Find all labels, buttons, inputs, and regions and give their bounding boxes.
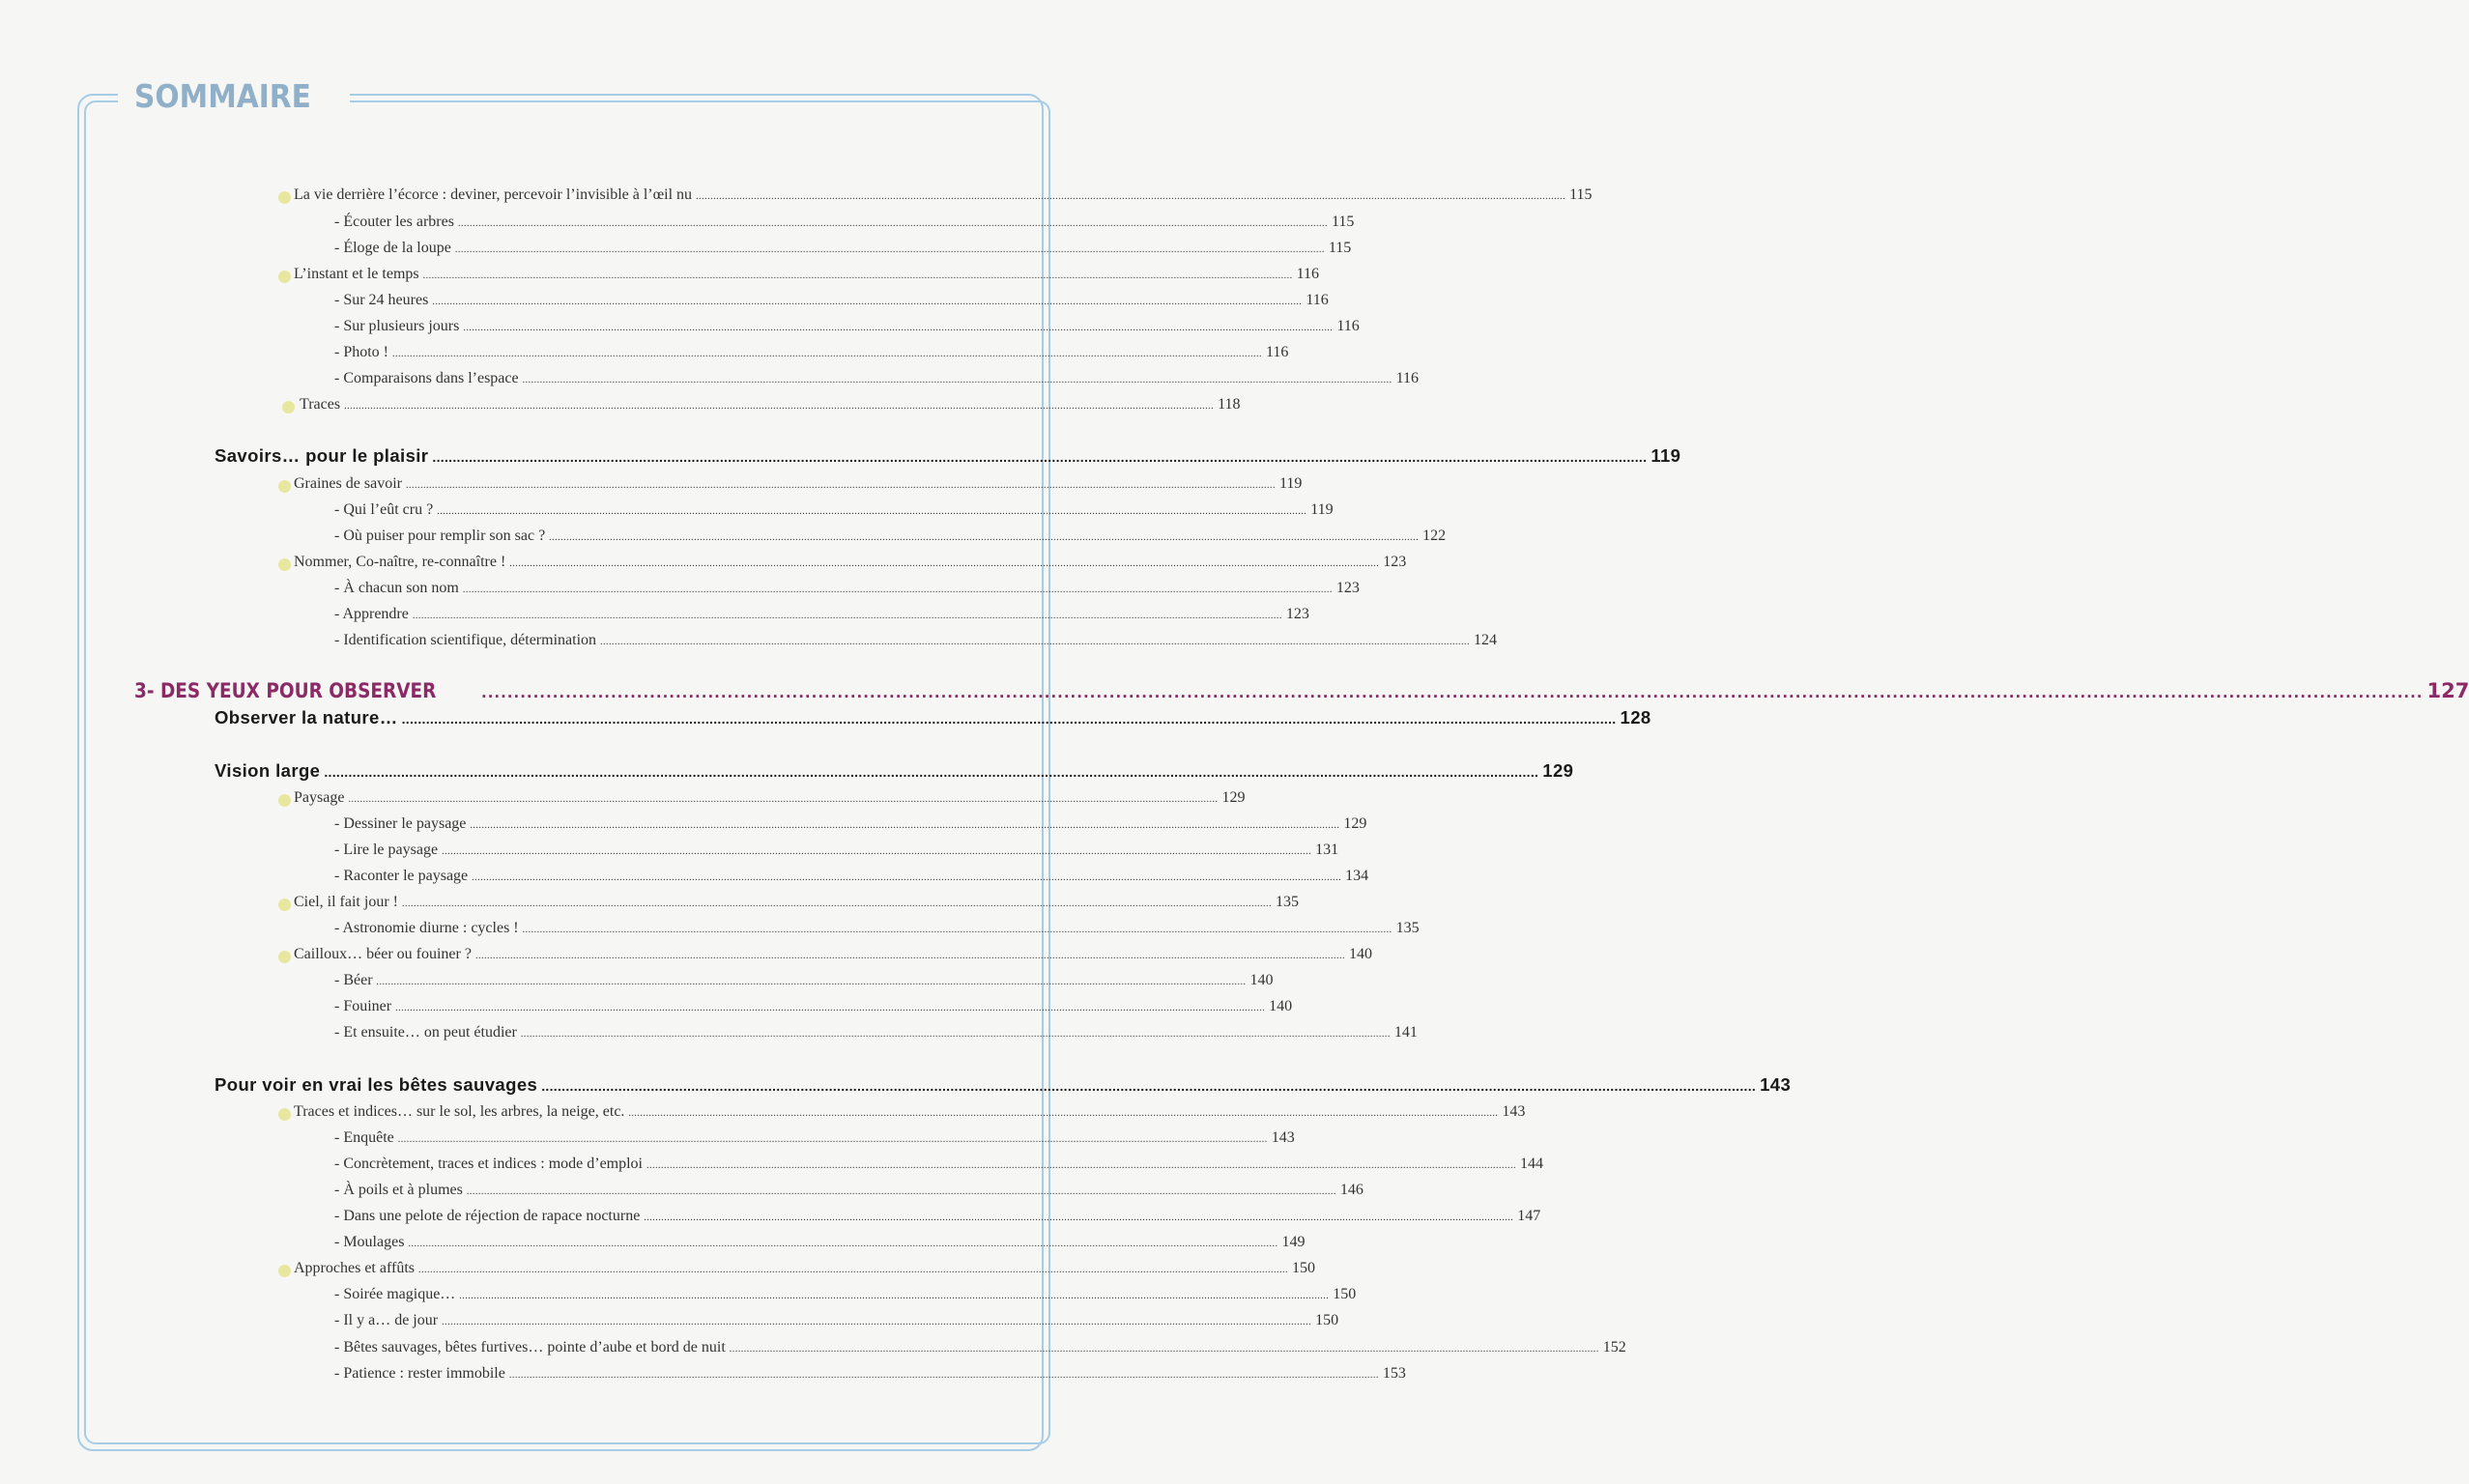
toc-page-number: 131 [1315, 842, 1339, 858]
toc-entry-sub [334, 998, 1293, 1015]
toc-entry-label: Nommer, Co-naître, re-connaître ! [294, 554, 506, 570]
toc-page-number: 118 [1218, 396, 1241, 413]
toc-page-number: 124 [1474, 632, 1498, 648]
toc-page-number: 116 [1266, 344, 1289, 360]
toc-leader-dots: ............................................................................................................................................................................................................................................................................................................ [344, 401, 1215, 412]
toc-leader-dots: ............................................................................................................................................................................................................................................................................................................ [442, 1317, 1312, 1327]
toc-entry-sub [334, 214, 1355, 231]
toc-entry-label: Observer la nature… [215, 707, 398, 728]
toc-page-number: 119 [1278, 475, 1303, 492]
toc-entry-label: - Raconter le paysage [334, 868, 469, 884]
bullet-dot-icon [278, 1265, 291, 1277]
toc-page-number: 141 [1393, 1024, 1418, 1041]
toc-page-number: 152 [1602, 1339, 1626, 1356]
toc-entry-section [215, 760, 1574, 782]
bullet-dot-icon [278, 951, 291, 963]
toc-entry-label: L’instant et le temps [294, 266, 419, 282]
toc-entry-sub [334, 606, 1309, 623]
toc-leader-dots: ............................................................................................................................................................................................................................................................................................................ [541, 1078, 1757, 1094]
toc-entry-sub [334, 842, 1339, 859]
toc-page-number: 116 [1395, 370, 1420, 386]
toc-entry-bullet [294, 266, 1320, 283]
toc-entry-label: - Soirée magique… [334, 1286, 456, 1302]
toc-entry-label: - Sur 24 heures [334, 292, 429, 308]
toc-leader-dots: ............................................................................................................................................................................................................................................................................................................ [470, 820, 1340, 831]
toc-page-number: 140 [1348, 946, 1372, 962]
toc-leader-dots: ............................................................................................................................................................................................................................................................................................................ [646, 1160, 1516, 1171]
toc-entry-label: - Apprendre [334, 606, 409, 622]
toc-entry-sub [334, 240, 1352, 257]
bullet-dot-icon [282, 401, 295, 414]
toc-entry-sub [334, 1286, 1357, 1303]
toc-leader-dots: ............................................................................................................................................................................................................................................................................................................ [412, 611, 1282, 621]
toc-page-number: 127 [2426, 679, 2469, 702]
toc-leader-dots: ............................................................................................................................................................................................................................................................................................................ [392, 349, 1262, 359]
toc-entry-sub [334, 1129, 1295, 1147]
toc-leader-dots: ............................................................................................................................................................................................................................................................................................................ [600, 637, 1471, 647]
toc-entry-sub [334, 920, 1420, 937]
toc-entry-sub [334, 1339, 1626, 1356]
toc-leader-dots: ............................................................................................................................................................................................................................................................................................................ [405, 480, 1276, 491]
toc-leader-dots: ............................................................................................................................................................................................................................................................................................................ [522, 925, 1392, 935]
toc-leader-dots: ............................................................................................................................................................................................................................................................................................................ [432, 297, 1303, 307]
toc-entry-bullet [294, 475, 1303, 493]
toc-leader-dots: ............................................................................................................................................................................................................................................................................................................ [472, 872, 1342, 883]
toc-page-number: 150 [1333, 1286, 1357, 1302]
toc-entry-sub [334, 632, 1498, 649]
bullet-dot-icon [278, 794, 291, 807]
toc-entry-bullet [294, 894, 1299, 911]
toc-page-number: 115 [1328, 240, 1352, 256]
toc-entry-label: - Dessiner le paysage [334, 815, 467, 832]
toc-leader-dots: ............................................................................................................................................................................................................................................................................................................ [481, 684, 2424, 701]
toc-leader-dots: ............................................................................................................................................................................................................................................................................................................ [437, 506, 1307, 517]
toc-leader-dots: ............................................................................................................................................................................................................................................................................................................ [418, 1265, 1288, 1275]
toc-leader-dots: ............................................................................................................................................................................................................................................................................................................ [463, 323, 1334, 333]
toc-leader-dots: ............................................................................................................................................................................................................................................................................................................ [401, 711, 1617, 727]
toc-page-number: 129 [1542, 760, 1574, 781]
toc-leader-dots: ............................................................................................................................................................................................................................................................................................................ [422, 271, 1293, 281]
toc-page-number: 140 [1269, 998, 1293, 1014]
toc-entry-label: - Moulages [334, 1234, 405, 1250]
toc-entry-label: - Enquête [334, 1129, 394, 1146]
toc-page-number: 115 [1331, 214, 1355, 230]
toc-entry-sub [334, 1312, 1339, 1329]
toc-entry-label: Savoirs… pour le plaisir [215, 445, 429, 466]
toc-entry-label: Cailloux… béer ou fouiner ? [294, 946, 472, 962]
toc-page-number: 143 [1760, 1074, 1792, 1095]
toc-page-number: 140 [1249, 972, 1274, 988]
toc-entry-label: - Éloge de la loupe [334, 240, 451, 256]
toc-entry-sub [334, 1024, 1418, 1042]
toc-entry-label: - Il y a… de jour [334, 1312, 439, 1328]
toc-entry-sub [334, 868, 1369, 885]
bullet-dot-icon [278, 1108, 291, 1121]
toc-page-number: 119 [1651, 445, 1681, 466]
toc-entry-sub [334, 972, 1274, 989]
toc-page-number: 129 [1343, 815, 1367, 832]
toc-leader-dots: ............................................................................................................................................................................................................................................................................................................ [474, 951, 1345, 961]
toc-entry-section [215, 445, 1681, 467]
toc-leader-dots: ............................................................................................................................................................................................................................................................................................................ [466, 1186, 1336, 1197]
toc-entry-section [215, 1074, 1792, 1096]
toc-page-number: 135 [1395, 920, 1420, 936]
toc-page-number: 143 [1271, 1129, 1295, 1146]
toc-entry-sub [334, 1156, 1543, 1173]
toc-entry-label: - Qui l’eût cru ? [334, 501, 434, 518]
toc-entry-label: - Bêtes sauvages, bêtes furtives… pointe d’aube et bord de nuit [334, 1339, 726, 1356]
toc-entry-label: - Béer [334, 972, 373, 988]
toc-entry-section [215, 707, 1651, 728]
toc-leader-dots: ............................................................................................................................................................................................................................................................................................................ [376, 977, 1247, 987]
toc-entry-bullet [300, 396, 1241, 414]
toc-entry-label: Graines de savoir [294, 475, 402, 492]
toc-entry-label: - Où puiser pour remplir son sac ? [334, 528, 546, 544]
toc-leader-dots: ............................................................................................................................................................................................................................................................................................................ [522, 375, 1392, 385]
toc-entry-sub [334, 370, 1420, 387]
toc-entry-sub [334, 1182, 1364, 1199]
toc-entry-label: Pour voir en vrai les bêtes sauvages [215, 1074, 538, 1095]
toc-leader-dots: ............................................................................................................................................................................................................................................................................................................ [462, 585, 1333, 595]
toc-entry-label: - Fouiner [334, 998, 392, 1014]
toc-entry-label: Traces et indices… sur le sol, les arbres, la neige, etc. [294, 1103, 625, 1120]
bullet-dot-icon [278, 899, 291, 911]
toc-entry-label: - Patience : rester immobile [334, 1365, 505, 1382]
toc-leader-dots: ............................................................................................................................................................................................................................................................................................................ [508, 1370, 1379, 1381]
toc-entry-label: - Lire le paysage [334, 842, 439, 858]
toc-entry-label: Ciel, il fait jour ! [294, 894, 398, 910]
toc-entry-label: - À poils et à plumes [334, 1182, 463, 1198]
toc-entry-label: La vie derrière l’écorce : deviner, percevoir l’invisible à l’œil nu [294, 186, 693, 203]
toc-page-number: 123 [1383, 554, 1407, 570]
toc-leader-dots: ............................................................................................................................................................................................................................................................................................................ [696, 191, 1566, 202]
toc-entry-bullet [294, 1260, 1315, 1277]
toc-entry-bullet [294, 186, 1593, 204]
toc-page-number: 116 [1296, 266, 1320, 282]
toc-page-number: 143 [1502, 1103, 1526, 1120]
toc-page-number: 123 [1285, 606, 1309, 622]
toc-entry-bullet [294, 789, 1246, 807]
bullet-dot-icon [278, 480, 291, 493]
toc-entry-label: - Dans une pelote de réjection de rapace nocturne [334, 1208, 641, 1224]
toc-entry-label: 3- DES YEUX POUR OBSERVER [134, 679, 437, 702]
toc-entry-label: - À chacun son nom [334, 580, 459, 596]
toc-leader-dots: ............................................................................................................................................................................................................................................................................................................ [397, 1134, 1268, 1145]
toc-leader-dots: ............................................................................................................................................................................................................................................................................................................ [432, 449, 1648, 465]
toc-page-number: 129 [1221, 789, 1246, 806]
toc-page-number: 153 [1382, 1365, 1406, 1382]
toc-leader-dots: ............................................................................................................................................................................................................................................................................................................ [408, 1239, 1278, 1249]
toc-entry-sub [334, 528, 1447, 545]
toc-entry-bullet [294, 554, 1407, 571]
toc-entry-label: - Et ensuite… on peut étudier [334, 1024, 517, 1041]
toc-leader-dots: ............................................................................................................................................................................................................................................................................................................ [549, 532, 1420, 543]
toc-leader-dots: ............................................................................................................................................................................................................................................................................................................ [509, 558, 1380, 569]
page-title: SOMMAIRE [134, 77, 311, 115]
toc-entry-label: Approches et affûts [294, 1260, 415, 1276]
toc-entry-label: - Concrètement, traces et indices : mode d’emploi [334, 1156, 643, 1172]
toc-page-number: 116 [1306, 292, 1329, 308]
toc-entry-sub [334, 580, 1360, 597]
toc-entry-label: Vision large [215, 760, 321, 781]
toc-entry-sub [334, 815, 1367, 833]
bullet-dot-icon [278, 191, 291, 204]
toc-leader-dots: ............................................................................................................................................................................................................................................................................................................ [459, 1291, 1330, 1301]
toc-page-number: 119 [1310, 501, 1334, 518]
toc-page-number: 149 [1281, 1234, 1306, 1250]
toc-page-number: 147 [1517, 1208, 1541, 1224]
toc-entry-sub [334, 1365, 1406, 1383]
toc-page-number: 123 [1335, 580, 1360, 596]
toc-entry-label: - Comparaisons dans l’espace [334, 370, 519, 386]
toc-entry-sub [334, 1208, 1541, 1225]
toc-page-number: 116 [1336, 318, 1360, 334]
toc-entry-sub [334, 318, 1360, 335]
toc-entry-label: Traces [300, 396, 341, 413]
toc-leader-dots: ............................................................................................................................................................................................................................................................................................................ [442, 846, 1312, 857]
toc-entry-label: - Sur plusieurs jours [334, 318, 460, 334]
toc-entry-sub [334, 344, 1289, 361]
toc-entry-chapter [134, 679, 2469, 702]
toc-entry-label: Paysage [294, 789, 345, 806]
toc-entry-label: - Identification scientifique, détermination [334, 632, 597, 648]
toc-entry-label: - Photo ! [334, 344, 388, 360]
bullet-dot-icon [278, 558, 291, 571]
toc-entry-bullet [294, 1103, 1526, 1121]
toc-leader-dots: ............................................................................................................................................................................................................................................................................................................ [644, 1213, 1514, 1223]
toc-page-number: 134 [1345, 868, 1369, 884]
toc-leader-dots: ............................................................................................................................................................................................................................................................................................................ [729, 1344, 1599, 1355]
toc-entry-label: - Écouter les arbres [334, 214, 454, 230]
toc-leader-dots: ............................................................................................................................................................................................................................................................................................................ [628, 1108, 1499, 1119]
toc-leader-dots: ............................................................................................................................................................................................................................................................................................................ [348, 794, 1219, 805]
toc-leader-dots: ............................................................................................................................................................................................................................................................................................................ [395, 1003, 1266, 1013]
toc-leader-dots: ............................................................................................................................................................................................................................................................................................................ [324, 764, 1539, 780]
toc-entry-sub [334, 501, 1334, 519]
bullet-dot-icon [278, 271, 291, 283]
toc-leader-dots: ............................................................................................................................................................................................................................................................................................................ [520, 1029, 1391, 1040]
toc-leader-dots: ............................................................................................................................................................................................................................................................................................................ [457, 218, 1328, 229]
toc-entry-sub [334, 1234, 1306, 1251]
toc-entry-label: - Astronomie diurne : cycles ! [334, 920, 519, 936]
toc-page-number: 115 [1569, 186, 1593, 203]
toc-page-number: 144 [1520, 1156, 1543, 1172]
toc-page-number: 135 [1275, 894, 1299, 910]
toc-page-number: 150 [1315, 1312, 1339, 1328]
toc-page-number: 122 [1422, 528, 1447, 544]
toc-page-number: 128 [1620, 707, 1651, 728]
toc-entry-sub [334, 292, 1329, 309]
toc-leader-dots: ............................................................................................................................................................................................................................................................................................................ [401, 899, 1272, 909]
toc-leader-dots: ............................................................................................................................................................................................................................................................................................................ [454, 244, 1325, 255]
toc-page-number: 150 [1292, 1260, 1315, 1276]
toc-page-number: 146 [1339, 1182, 1364, 1198]
toc-entry-bullet [294, 946, 1372, 963]
